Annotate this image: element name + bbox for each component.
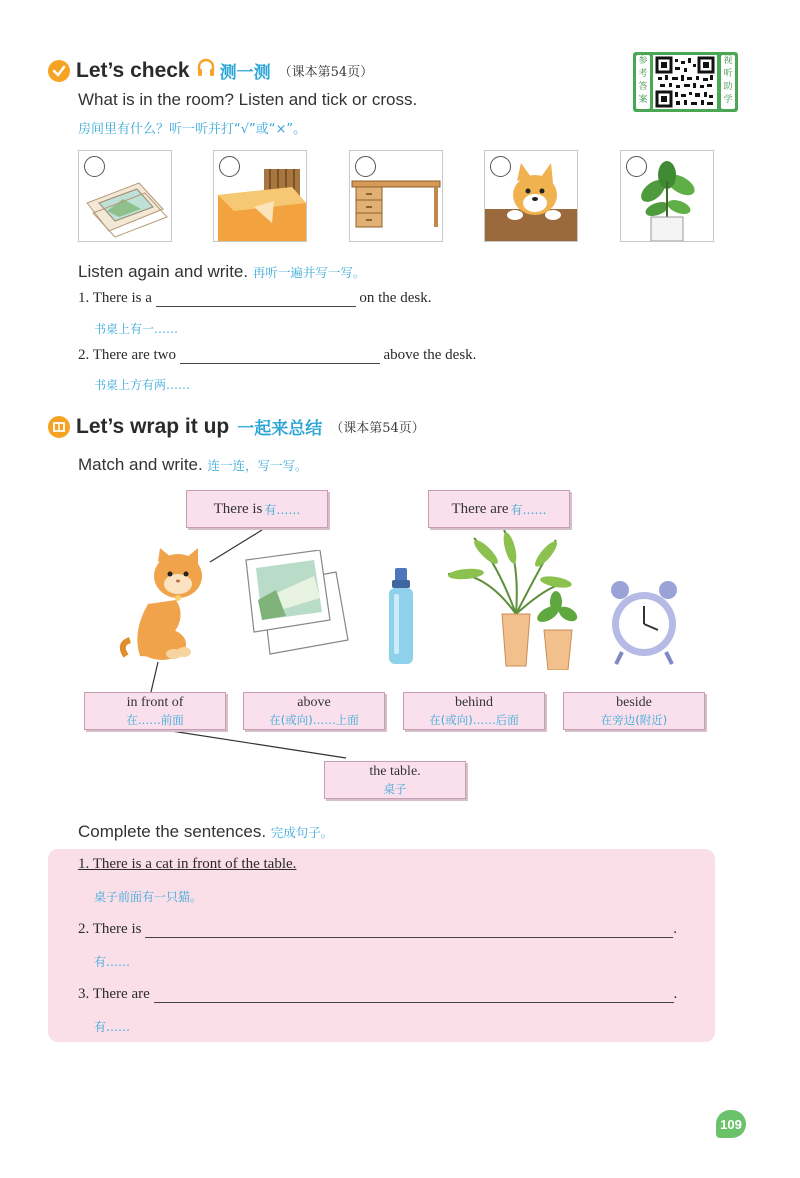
there-is-en: There is bbox=[213, 500, 263, 517]
answer-circle[interactable] bbox=[219, 156, 240, 177]
prep-en: in front of bbox=[126, 695, 184, 710]
prep-cn: 在(或向)……后面 bbox=[429, 713, 519, 727]
there-is-cn: 有…… bbox=[264, 502, 301, 517]
prep-cn: 在(或向)……上面 bbox=[269, 713, 359, 727]
the-table-tag[interactable] bbox=[324, 761, 466, 799]
there-are-tag[interactable] bbox=[428, 490, 570, 528]
s3-period: . bbox=[673, 986, 678, 1002]
sentence-2 bbox=[78, 921, 677, 938]
complete-instruction bbox=[78, 822, 333, 842]
section-title-cn: 一起来总结 bbox=[237, 419, 323, 439]
write-instruction-en: Listen again and write. bbox=[78, 262, 249, 281]
plants-illustration bbox=[444, 530, 580, 670]
complete-instruction-cn: 完成句子。 bbox=[270, 825, 334, 840]
answer-circle[interactable] bbox=[355, 156, 376, 177]
sentence-2-cn: 有…… bbox=[94, 955, 131, 969]
q2-suffix: above the desk. bbox=[383, 347, 477, 363]
alarm-clock-illustration bbox=[606, 580, 682, 666]
q1-suffix: on the desk. bbox=[359, 290, 432, 306]
prep-tag-in-front-of[interactable] bbox=[84, 692, 226, 730]
s2-prefix: 2. There is bbox=[78, 921, 142, 937]
answer-circle[interactable] bbox=[84, 156, 105, 177]
cat-illustration bbox=[118, 548, 208, 664]
there-are-en: There are bbox=[451, 500, 509, 517]
section-title: Let’s wrap it up bbox=[76, 414, 230, 438]
listen-instruction: What is in the room? Listen and tick or cross. bbox=[78, 90, 418, 109]
match-instruction-en: Match and write. bbox=[78, 455, 203, 474]
listen-instruction-cn: 房间里有什么？听一听并打“√”或“×”。 bbox=[78, 122, 307, 137]
complete-instruction-en: Complete the sentences. bbox=[78, 822, 267, 841]
question-2-cn: 书桌上方有两…… bbox=[94, 378, 191, 392]
s3-prefix: 3. There are bbox=[78, 986, 150, 1002]
prep-en: beside bbox=[616, 695, 652, 710]
sentence-1: 1. There is a cat in front of the table. bbox=[78, 856, 297, 872]
sentence-1-cn: 桌子前面有一只猫。 bbox=[94, 890, 203, 904]
page-reference: （课本第54页） bbox=[278, 65, 374, 80]
q1-prefix: 1. There is a bbox=[78, 290, 152, 306]
prep-tag-beside[interactable] bbox=[563, 692, 705, 730]
match-instruction-cn: 连一连，写一写。 bbox=[207, 458, 308, 473]
sentences-panel bbox=[48, 849, 715, 1042]
page-reference: （课本第54页） bbox=[330, 421, 425, 436]
answer-circle[interactable] bbox=[490, 156, 511, 177]
prep-en: above bbox=[297, 695, 331, 710]
q2-prefix: 2. There are two bbox=[78, 347, 177, 363]
s3-answer-blank[interactable] bbox=[154, 988, 674, 1003]
bottle-illustration bbox=[386, 568, 416, 666]
the-table-cn: 桌子 bbox=[383, 782, 407, 796]
question-1-cn: 书桌上有一…… bbox=[94, 322, 179, 336]
prep-cn: 在……前面 bbox=[126, 713, 184, 727]
write-instruction-cn: 再听一遍并写一写。 bbox=[252, 265, 366, 280]
prep-tag-behind[interactable] bbox=[403, 692, 545, 730]
answer-circle[interactable] bbox=[626, 156, 647, 177]
s2-answer-blank[interactable] bbox=[145, 923, 673, 938]
there-are-cn: 有…… bbox=[510, 502, 547, 517]
prep-en: behind bbox=[454, 695, 494, 710]
sentence-3-cn: 有…… bbox=[94, 1020, 131, 1034]
qr-left-label: 参考答案 bbox=[636, 55, 650, 109]
page-number: 109 bbox=[716, 1110, 746, 1138]
prep-cn: 在旁边(附近) bbox=[600, 713, 668, 727]
there-is-tag[interactable] bbox=[186, 490, 328, 528]
qr-right-label: 视听助学 bbox=[721, 55, 735, 109]
match-line-cat bbox=[151, 662, 158, 692]
match-line-table bbox=[165, 730, 346, 758]
prep-tag-above[interactable] bbox=[243, 692, 385, 730]
photo-frames-illustration bbox=[244, 550, 352, 662]
section-title: Let’s check bbox=[76, 58, 190, 82]
section-title-cn: 测一测 bbox=[219, 63, 271, 83]
s2-period: . bbox=[673, 921, 677, 937]
sentence-3 bbox=[78, 986, 677, 1003]
the-table-en: the table. bbox=[369, 764, 421, 779]
